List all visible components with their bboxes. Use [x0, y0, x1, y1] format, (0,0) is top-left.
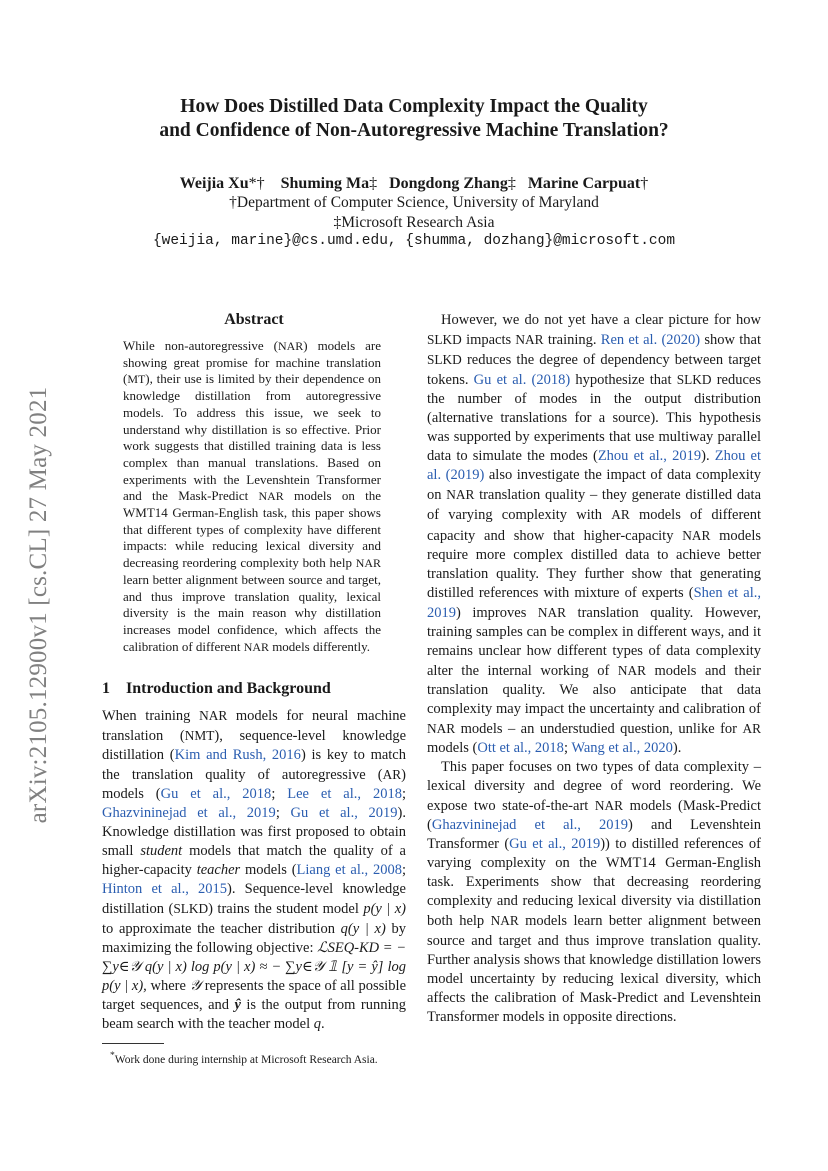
footnote: *Work done during internship at Microsoft Research Asia.: [110, 1050, 378, 1066]
citation-link[interactable]: Shen et al., 2019: [427, 584, 761, 621]
section-heading: [102, 680, 406, 698]
citation-link[interactable]: Wang et al., 2020: [571, 740, 673, 757]
author-mark: †: [640, 175, 649, 192]
intro-paragraph: When training NAR models for neural machine translation (NMT), sequence-level knowledge distillation (Kim and Rush, 2016) is key to match the translation quality of autoregressive (AR) models (Gu et al., 2018; Lee et al., 2018; Ghazvininejad et al., 2019; Gu et al., 2019). Knowledge distillation was first proposed to obtain small student models that match the quality of a higher-capacity teacher models (Liang et al., 2008; Hinton et al., 2015). Sequence-level knowledge distillation (SLKD) trains the student model p(y | x) to approximate the teacher distribution q(y | x) by maximizing the following objective: ℒSEQ-KD = − ∑y∈𝒴 q(y | x) log p(y | x) ≈ − ∑y∈𝒴 𝟙 [y = ŷ] log p(y | x), where 𝒴 represents the space of all possible target sequences, and ŷ is the output from running beam search with the teacher model q.: [102, 708, 407, 1032]
citation-link[interactable]: Liang et al., 2008: [296, 862, 402, 879]
citation-link[interactable]: Gu et al. (2018): [473, 372, 571, 389]
footnote-rule: [102, 1043, 164, 1044]
paper-title-line-2: and Confidence of Non-Autoregressive Machine Translation?: [159, 120, 669, 141]
author-list: [0, 174, 828, 194]
citation-link[interactable]: Gu et al., 2019: [290, 805, 398, 822]
affiliation-umd: †Department of Computer Science, University of Maryland: [229, 194, 599, 211]
citation-link[interactable]: Ghazvininejad et al., 2019: [102, 805, 276, 822]
arxiv-identifier: arXiv:2105.12900v1 [cs.CL] 27 May 2021: [25, 386, 52, 824]
math-expression: p(y | x): [363, 901, 407, 918]
paper-title-line-1: How Does Distilled Data Complexity Impact the Quality: [180, 96, 648, 117]
author-name: Dongdong Zhang: [389, 175, 508, 192]
citation-link[interactable]: Hinton et al., 2015: [102, 881, 227, 898]
citation-link[interactable]: Kim and Rush, 2016: [174, 747, 301, 764]
citation-link[interactable]: Lee et al., 2018: [287, 786, 402, 803]
abstract-heading: Abstract: [224, 311, 284, 328]
author-name: Weijia Xu: [179, 175, 249, 192]
section-title: Introduction and Background: [126, 680, 331, 697]
author-name: Shuming Ma: [280, 175, 370, 192]
math-expression: q(y | x): [340, 920, 386, 937]
author-emails: {weijia, marine}@cs.umd.edu, {shumma, dozhang}@microsoft.com: [152, 233, 676, 249]
citation-link[interactable]: Gu et al., 2019: [509, 836, 601, 853]
citation-link[interactable]: Ott et al., 2018: [477, 740, 564, 757]
affiliation-msra: ‡Microsoft Research Asia: [333, 214, 495, 231]
section-number: 1: [102, 680, 110, 697]
citation-link[interactable]: Gu et al., 2018: [160, 786, 272, 803]
right-column-text: [427, 311, 761, 1027]
citation-link[interactable]: Zhou et al. (2019): [427, 448, 761, 484]
author-name: Marine Carpuat: [527, 175, 641, 192]
citation-link[interactable]: Ren et al. (2020): [600, 332, 701, 349]
paragraph: This paper focuses on two types of data complexity – lexical diversity and degree of word reordering. We expose two state-of-the-art NAR models (Mask-Predict (Ghazvininejad et al., 2019) and Levenshtein Transformer (Gu et al., 2019)) to distilled references of varying complexity on the WMT14 German-English task. Experiments show that decreasing reordering complexity and reducing lexical diversity via distillation both help NAR models learn better alignment between source and target and thus improve translation quality. Further analysis shows that knowledge distillation lowers model uncertainty by reducing lexical diversity, which affects the calibration of Mask-Predict and Levenshtein Transformer models in opposite directions.: [427, 759, 761, 1025]
author-mark: ‡: [507, 175, 516, 192]
citation-link[interactable]: Zhou et al., 2019: [597, 448, 702, 465]
seq-kd-objective: ℒSEQ-KD = − ∑y∈𝒴 q(y | x) log p(y | x) ≈ − ∑y∈𝒴 𝟙 [y = ŷ] log p(y | x),: [102, 939, 406, 994]
author-mark: ‡: [369, 175, 378, 192]
citation-link[interactable]: Ghazvininejad et al., 2019: [431, 817, 629, 834]
author-mark: *†: [248, 175, 265, 192]
abstract-body: While non-autoregressive (NAR) models are showing great promise for machine translation (MT), their use is limited by their dependence on knowledge distillation from autoregressive models. To address this issue, we seek to understand why distillation is so effective. Prior work suggests that distilled training data is less complex than manual translations. Based on experiments with the Levenshtein Transformer and the Mask-Predict NAR models on the WMT14 German-English task, this paper shows that different types of complexity have different impacts: while reducing lexical diversity and decreasing reordering complexity both help NAR learn better alignment between source and target, and thus improve translation quality, lexical diversity is the main reason why distillation increases model confidence, which affects the calibration of different NAR models differently.: [123, 338, 381, 654]
arxiv-sidebar: [24, 355, 54, 855]
paragraph: However, we do not yet have a clear picture for how SLKD impacts NAR training. Ren et al. (2020) show that SLKD reduces the degree of dependency between target tokens. Gu et al. (2018) hypothesize that SLKD reduces the number of modes in the output distribution (alternative translations for a source). This hypothesis was supported by experiments that use multiway parallel data to simulate the modes (Zhou et al., 2019). Zhou et al. (2019) also investigate the impact of data complexity on NAR translation quality – they generate distilled data of varying complexity with AR models of different capacity and show that higher-capacity NAR models require more complex distilled data to achieve better translation quality. They further show that generating distilled references with mixture of experts (Shen et al., 2019) improves NAR translation quality. However, training samples can be complex in different ways, and it remains unclear how different types of data complexity alter the internal working of NAR models and their translation quality. We also anticipate that data complexity may impact the uncertainty and calibration of NAR models – an understudied question, unlike for AR models (Ott et al., 2018; Wang et al., 2020).: [427, 312, 762, 757]
